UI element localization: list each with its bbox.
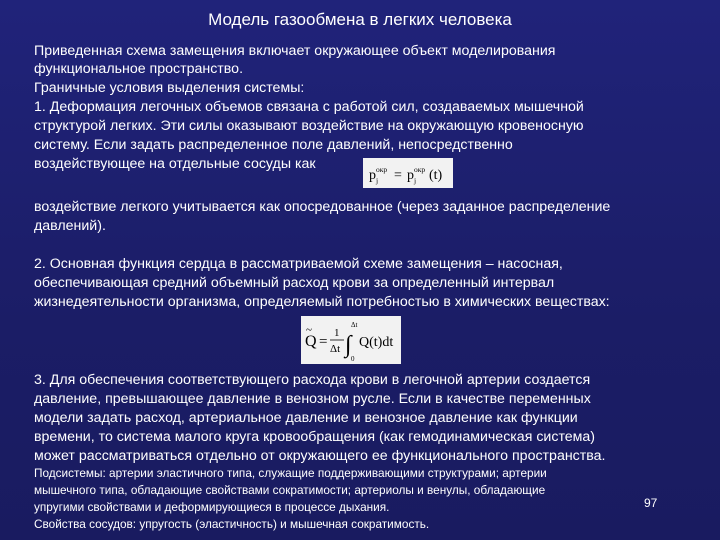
pressure-formula	[363, 158, 453, 188]
svg-text:Q(t)dt: Q(t)dt	[359, 335, 394, 350]
svg-text:p: p	[407, 168, 414, 183]
text-line: воздействующее на отдельные сосуды как	[34, 156, 316, 172]
small-text-line: мышечного типа, обладающие свойствами сократимости; артериолы и венулы, обладающие	[34, 483, 546, 497]
svg-text:∫: ∫	[345, 332, 352, 358]
small-text-line: Подсистемы: артерии эластичного типа, служащие поддерживающими структурами; артерии	[34, 466, 547, 480]
svg-text:j: j	[376, 176, 379, 185]
svg-text:0: 0	[351, 355, 355, 363]
flow-rate-formula	[301, 316, 401, 364]
text-line: модели задать расход, артериальное давление и венозное давление как функции	[34, 410, 578, 426]
svg-text:=: =	[319, 334, 328, 350]
flow-rate-formula-graphic	[301, 316, 401, 364]
pressure-formula-graphic	[363, 158, 453, 188]
svg-text:Q: Q	[305, 333, 317, 350]
page-number: 97	[644, 496, 658, 510]
svg-text:окр: окр	[414, 165, 426, 174]
svg-text:Δt: Δt	[330, 343, 341, 355]
text-line: воздействие легкого учитывается как опосредованное (через заданное распределение	[34, 199, 611, 215]
text-line: Граничные условия выделения системы:	[34, 80, 305, 96]
svg-text:1: 1	[334, 327, 340, 339]
text-line: жизнедеятельности организма, определяемый потребностью в химических веществах:	[34, 294, 610, 310]
svg-text:окр: окр	[376, 165, 388, 174]
svg-text:~: ~	[306, 324, 312, 336]
small-text-line: упругими свойствами и деформирующиеся в процессе дыхания.	[34, 500, 390, 514]
text-line: систему. Если задать распределенное поле давлений, непосредственно	[34, 137, 513, 153]
svg-text:j: j	[414, 176, 417, 185]
text-line: функциональное пространство.	[34, 61, 244, 77]
text-line: давлений).	[34, 218, 106, 234]
svg-text:Δt: Δt	[351, 321, 358, 329]
svg-text:=: =	[394, 168, 402, 183]
svg-text:(t): (t)	[429, 168, 443, 183]
svg-text:p: p	[369, 168, 376, 183]
text-line: может рассматриваться отдельно от окружающего ее функционального пространства.	[34, 448, 606, 464]
text-line: Приведенная схема замещения включает окружающее объект моделирования	[34, 43, 556, 59]
text-line: 2. Основная функция сердца в рассматриваемой схеме замещения – насосная,	[34, 256, 563, 272]
text-line: обеспечивающая средний объемный расход крови за определенный интервал	[34, 275, 555, 291]
text-line: времени, то система малого круга кровообращения (как гемодинамическая система)	[34, 429, 596, 445]
small-text-line: Свойства сосудов: упругость (эластичность) и мышечная сократимость.	[34, 517, 430, 531]
text-line: структурой легких. Эти силы оказывают воздействие на окружающую кровеносную	[34, 118, 584, 134]
slide-title: Модель газообмена в легких человека	[208, 10, 512, 29]
text-line: 3. Для обеспечения соответствующего расхода крови в легочной артерии создается	[34, 372, 591, 388]
text-line: 1. Деформация легочных объемов связана с работой сил, создаваемых мышечной	[34, 99, 584, 115]
text-line: давление, превышающее давление в венозном русле. Если в качестве переменных	[34, 391, 591, 407]
